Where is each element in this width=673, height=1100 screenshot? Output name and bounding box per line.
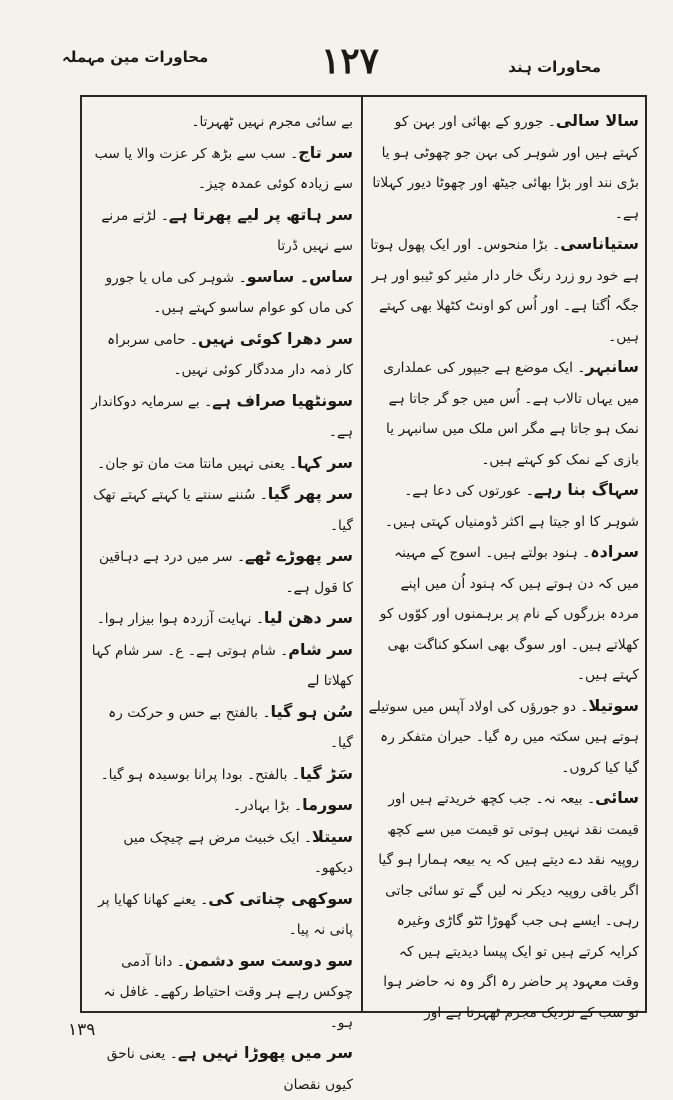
idiom-definition: ۔ بڑا بہادر۔ (232, 798, 303, 814)
idiom-definition: ۔ شام ہوتی ہے۔ ع۔ سر شام کہا کھلاتا لے (91, 642, 353, 689)
idiom-entry (368, 691, 639, 784)
idiom-definition: بے سائی مجرم نہیں ٹھہرتا۔ (191, 114, 353, 130)
idiom-headword: سر کہا (297, 452, 353, 472)
idiom-headword: سر پھوڑے ٹھے (245, 546, 353, 565)
idiom-headword: سر دھرا کوئی نہیں (198, 328, 353, 348)
running-header-left: محاورات مین مہملہ (62, 48, 209, 66)
idiom-entry (368, 229, 639, 352)
idiom-headword: سورما (302, 795, 353, 814)
idiom-definition: ۔ یعنے کھانا کھایا پر پانی نہ پیا۔ (98, 891, 353, 938)
idiom-entry (88, 200, 353, 262)
idiom-headword: سالا سالی (555, 111, 639, 130)
idiom-entry (88, 635, 353, 697)
idiom-definition: ۔ نہایت آزردہ ہوا بیزار ہوا۔ (96, 611, 264, 627)
idiom-headword: سر تاج (298, 142, 353, 162)
idiom-definition: ۔ بالفتح بے حس و حرکت رہ گیا۔ (108, 704, 353, 751)
running-header-right: محاورات ہند (508, 58, 601, 76)
idiom-headword: سر پھر گیا (267, 484, 353, 503)
idiom-entry (368, 537, 639, 691)
idiom-entry (88, 946, 353, 1039)
idiom-headword: سر ہاتھ پر لیے پھرتا ہے (168, 204, 353, 224)
column-divider (361, 95, 363, 1013)
idiom-definition: ۔ دو جورؤں کی اولاد آپس میں سوتیلے ہوتے ہیں سکتہ میں رہ گیا۔ حیران متفکر رہ گیا کیا کروں۔ (368, 698, 639, 776)
idiom-headword: ستیاناسی (560, 234, 639, 253)
idiom-definition: ۔ ایک موضع ہے جیپور کی عملداری میں یہاں تالاب ہے۔ اُس میں جو گر جاتا ہے نمک ہو جاتا ہے مگر اس ملک میں سانبہر یا بازی کے نمک کو کہتے ہیں۔ (383, 360, 639, 468)
idiom-definition: ۔ بڑا منحوس۔ اور ایک پھول ہوتا ہے خود رو زرد رنگ خار دار مثیر کو ٹیبو اور ہر جگہ اُگتا ہے۔ اور اُس کو اونٹ کٹھلا بھی کہتے ہیں۔ (370, 237, 639, 345)
idiom-definition: ۔ بیعہ نہ۔ جب کچھ خریدتے ہیں اور قیمت نقد نہیں ہوتی تو قیمت میں سے کچھ روپیہ نقد دے دیتے ہیں کہ یہ بیعہ ہمارا ہو گیا اگر باقی روپیہ دیکر نہ لیں گے تو سائی جاتی رہی۔ ایسے ہی جب گھوڑا ٹٹو گاڑی وغیرہ کرایہ کرتے ہیں تو ایک پیسا دیدیتے ہیں کہ وقت معہود پر حاضر رہ اگر وہ نہ حاضر ہوا تو سب کے نزدیک مجرم ٹھہرتا ہے اور (378, 791, 639, 1021)
idiom-entry (88, 324, 353, 386)
idiom-headword: سَڑ گیا (299, 763, 353, 783)
idiom-headword: سر شام (288, 639, 353, 659)
idiom-headword: سونٹھیا صراف ہے (212, 390, 353, 410)
idiom-definition: ۔ سر میں درد ہے دہاقین کا قول ہے۔ (98, 549, 353, 596)
idiom-entry (88, 386, 353, 448)
idiom-entry (88, 106, 353, 138)
idiom-definition: ۔ یعنی ناحق کیوں نقصان (106, 1046, 353, 1093)
idiom-entry (88, 697, 353, 759)
idiom-headword: سوتیلا (588, 695, 639, 715)
idiom-entry (88, 541, 353, 603)
idiom-entry (368, 106, 639, 229)
right-column (368, 106, 639, 1021)
idiom-entry (88, 759, 353, 791)
idiom-headword: ساس۔ ساسو (246, 266, 353, 286)
idiom-headword: سائی (595, 788, 639, 807)
idiom-headword: سو دوست سو دشمن (184, 950, 353, 970)
idiom-entry (88, 479, 353, 541)
idiom-entry (88, 448, 353, 480)
idiom-definition: ۔ جورو کے بھائی اور بہن کو کہتے ہیں اور شوہر کی بہن جو چھوٹی ہو یا بڑی نند اور بڑا بھائی جیٹھ اور چھوٹا دیور کہلاتا ہے۔ (372, 114, 639, 222)
idiom-headword: سہاگ بنا رہے (533, 480, 639, 499)
idiom-entry (88, 884, 353, 946)
idiom-definition: ۔ ایک خبیث مرض ہے چیچک میں دیکھو۔ (123, 829, 353, 876)
idiom-definition: ۔ سب سے بڑھ کر عزت والا یا سب سے زیادہ کوئی عمدہ چیز۔ (94, 145, 353, 192)
idiom-definition: ۔ بالفتح۔ بودا پرانا بوسیدہ ہو گیا۔ (100, 766, 300, 783)
idiom-headword: سرادہ (590, 542, 639, 561)
idiom-entry (368, 352, 639, 475)
idiom-entry (88, 1038, 353, 1100)
page-number: ۱۲۷ (320, 40, 379, 82)
idiom-entry (88, 822, 353, 884)
idiom-headword: سر میں پھوڑا نہیں ہے (177, 1043, 353, 1062)
idiom-headword: سر دھن لیا (263, 608, 353, 627)
idiom-definition: ۔ حامی سربراہ کار ذمہ دار مددگار کوئی نہیں۔ (106, 331, 353, 378)
idiom-definition: ۔ دانا آدمی چوکس رہے ہر وقت احتیاط رکھے۔ غافل نہ ہو۔ (103, 953, 353, 1031)
idiom-headword: سیتلا (312, 826, 353, 846)
footer-number: ۱۳۹ (68, 1020, 96, 1040)
idiom-definition: ۔ بے سرمایہ دوکاندار ہے۔ (91, 393, 353, 440)
idiom-entry (368, 475, 639, 537)
idiom-definition: ۔ لڑنے مرنے سے نہیں ڈرتا (101, 207, 353, 254)
idiom-headword: سانبہر (585, 357, 639, 376)
idiom-entry (88, 603, 353, 635)
idiom-entry (88, 790, 353, 822)
idiom-definition: ۔ شوہر کی ماں یا جورو کی ماں کو عوام ساسو کہتے ہیں۔ (105, 269, 353, 316)
idiom-definition: ۔ یعنی نہیں مانتا مت مان تو جان۔ (97, 455, 298, 472)
idiom-definition: ۔ عورتوں کی دعا ہے۔ شوہر کا او جیتا ہے اکثر ڈومنیاں کہتی ہیں۔ (384, 483, 639, 530)
idiom-entry (88, 138, 353, 200)
idiom-entry (368, 783, 639, 1028)
left-column (88, 106, 353, 1093)
idiom-headword: سُن ہو گیا (270, 701, 353, 721)
idiom-headword: سوکھی چناتی کی (208, 888, 353, 908)
idiom-definition: ۔ سُننے سنتے یا کہتے کہتے تھک گیا۔ (93, 487, 353, 534)
idiom-entry (88, 262, 353, 324)
idiom-definition: ۔ ہنود بولتے ہیں۔ اسوج کے مہینہ میں کہ دن ہوتے ہیں کہ ہنود اُن میں اپنے مردہ بزرگوں کے نام پر برہمنوں اور کوّوں کو کھلاتے ہیں۔ اور سوگ بھی اسکو کناگت بھی کہتے ہیں۔ (379, 545, 639, 683)
